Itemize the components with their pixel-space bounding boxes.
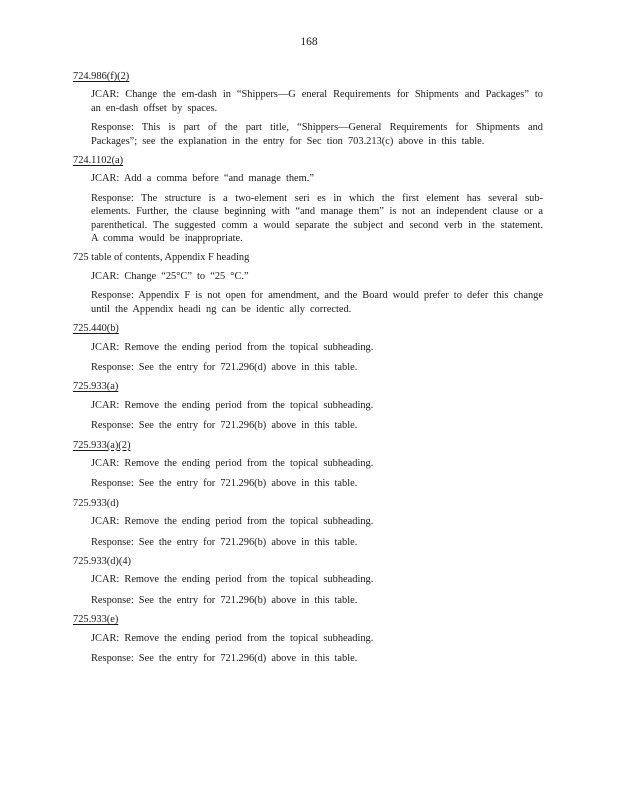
jcar-comment: JCAR: Change the em-dash in “Shippers—G eneral Requirements for Shipments and Packages” to an en-dash offset by spaces. [91,89,543,114]
board-response: Response: See the entry for 721.296(d) above in this table. [91,361,358,373]
jcar-comment: JCAR: Add a comma before “and manage them.” [91,173,314,185]
section-reference: 725.933(d)(4) [73,555,132,567]
jcar-comment: JCAR: Remove the ending period from the topical subheading. [91,516,374,528]
board-response: Response: This is part of the part title, “Shippers—General Requirements for Shipments and Packages”; see the explanation in the entry for Sec tion 703.213(c) above in this table. [91,122,543,147]
jcar-comment: JCAR: Change “25°C” to “25 °C.” [91,270,249,282]
page-number: 168 [300,36,318,48]
section-reference: 725.440(b) [73,323,119,335]
section-reference: 725.933(a) [73,381,119,393]
board-response: Response: See the entry for 721.296(d) above in this table. [91,653,358,664]
comments-table [73,70,543,669]
entry-725-933-d-4 [73,555,543,607]
board-response: Response: Appendix F is not open for amendment, and the Board would prefer to defer this change until the Appendix headi ng can be identic ally corrected. [91,290,543,315]
entry-724-1102-a [73,154,543,245]
jcar-comment: JCAR: Remove the ending period from the topical subheading. [91,341,374,353]
jcar-comment: JCAR: Remove the ending period from the topical subheading. [91,632,374,644]
board-response: Response: See the entry for 721.296(b) above in this table. [91,594,358,606]
section-reference: 725.933(a)(2) [73,439,131,451]
section-reference: 724.1102(a) [73,155,124,167]
section-reference: 725.933(d) [73,497,119,509]
entry-725-appendix-f [73,251,543,316]
board-response: Response: The structure is a two-element seri es in which the first element has several sub-elements. Further, the clause beginning with “and manage them” is not an independent clause or a parenthetical. The suggested comm a would separate the subject and second verb in the statement. A comma would be inappropriate. [91,192,543,245]
board-response: Response: See the entry for 721.296(b) above in this table. [91,478,358,490]
entry-725-440-b [73,322,543,374]
entry-725-933-e [73,613,543,665]
entry-724-986-f-2 [73,70,543,148]
section-reference: 725.933(e) [73,614,119,626]
entry-725-933-a-2 [73,439,543,491]
section-reference: 725 table of contents, Appendix F heading [73,252,250,264]
jcar-comment: JCAR: Remove the ending period from the topical subheading. [91,457,374,469]
board-response: Response: See the entry for 721.296(b) above in this table. [91,420,358,432]
section-reference: 724.986(f)(2) [73,71,130,82]
jcar-comment: JCAR: Remove the ending period from the topical subheading. [91,574,374,586]
entry-725-933-d [73,497,543,549]
entry-725-933-a [73,380,543,432]
jcar-comment: JCAR: Remove the ending period from the topical subheading. [91,399,374,411]
board-response: Response: See the entry for 721.296(b) above in this table. [91,536,358,548]
